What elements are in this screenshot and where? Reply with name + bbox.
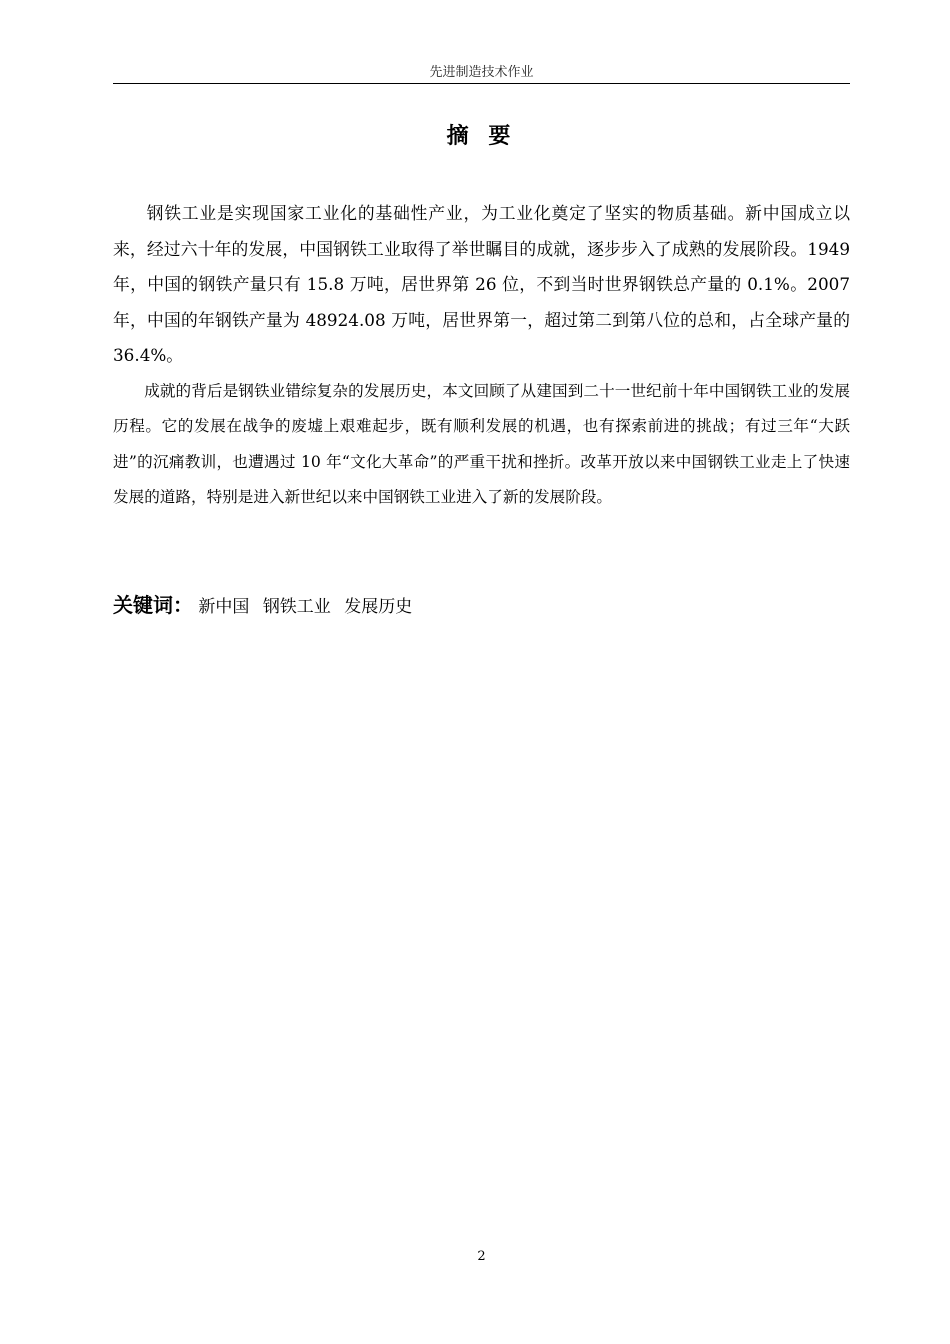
keywords-line bbox=[113, 589, 850, 623]
abstract-paragraph-2: 成就的背后是钢铁业错综复杂的发展历史，本文回顾了从建国到二十一世纪前十年中国钢铁工业的发展历程。它的发展在战争的废墟上艰难起步，既有顺利发展的机遇，也有探索前进的挑战；有过三年“大跃进”的沉痛教训，也遭遇过 10 年“文化大革命”的严重干扰和挫折。改革开放以来中国钢铁工业走上了快速发展的道路，特别是进入新世纪以来中国钢铁工业进入了新的发展阶段。 bbox=[113, 381, 850, 506]
keyword-item: 钢铁工业 bbox=[262, 597, 331, 617]
running-header: 先进制造技术作业 bbox=[429, 65, 534, 80]
keyword-item: 新中国 bbox=[198, 597, 250, 617]
keywords-label: 关键词： bbox=[113, 593, 193, 617]
abstract-title: 摘 要 bbox=[446, 124, 517, 149]
header-divider bbox=[113, 83, 850, 84]
page-number: 2 bbox=[477, 1249, 486, 1264]
abstract-body bbox=[113, 196, 850, 516]
keyword-item: 发展历史 bbox=[344, 597, 413, 617]
abstract-paragraph-1: 钢铁工业是实现国家工业化的基础性产业，为工业化奠定了坚实的物质基础。新中国成立以来，经过六十年的发展，中国钢铁工业取得了举世瞩目的成就，逐步步入了成熟的发展阶段。1949 年，中国的钢铁产量只有 15.8 万吨，居世界第 26 位，不到当时世界钢铁总产量的 0.1%。2007 年，中国的年钢铁产量为 48924.08 万吨，居世界第一，超过第二到第八位的总和，占全球产量的 36.4%。 bbox=[113, 203, 850, 365]
